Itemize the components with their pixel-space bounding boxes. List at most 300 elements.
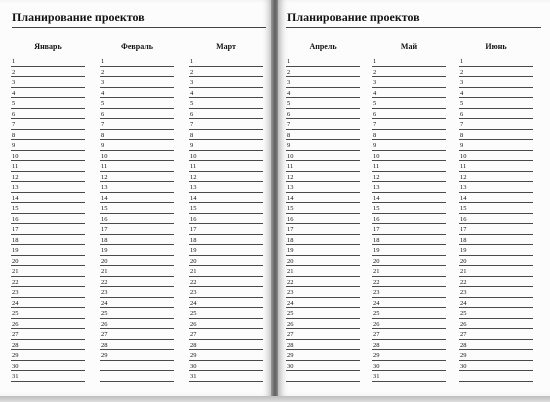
- day-line: [100, 130, 174, 141]
- day-number: 11: [373, 163, 380, 170]
- day-line: [459, 109, 533, 120]
- day-line: [11, 56, 85, 67]
- day-number: 28: [373, 341, 380, 349]
- day-number: 4: [373, 89, 377, 97]
- day-line: [459, 151, 533, 162]
- day-line: [189, 119, 263, 130]
- day-number: 19: [12, 247, 19, 254]
- day-number: 9: [460, 142, 464, 149]
- day-number: 7: [101, 121, 105, 128]
- day-number: 20: [287, 257, 294, 265]
- day-line: [459, 98, 533, 109]
- title-underline: [12, 27, 266, 28]
- day-number: 13: [101, 184, 108, 191]
- day-number: 6: [101, 110, 105, 118]
- day-line: [459, 319, 533, 330]
- day-line: [11, 350, 85, 361]
- day-line: [459, 277, 533, 288]
- day-number: 14: [460, 194, 467, 202]
- day-line: [372, 298, 446, 309]
- day-number: 3: [101, 79, 105, 86]
- day-line: [11, 130, 85, 141]
- day-line: [11, 67, 85, 78]
- day-line: [100, 98, 174, 109]
- month-name: Январь: [34, 42, 62, 51]
- day-number: 17: [12, 226, 19, 233]
- day-line: [11, 119, 85, 130]
- day-line: [459, 193, 533, 204]
- right-page: [278, 0, 550, 396]
- month-column-june: [459, 42, 533, 382]
- day-number: 11: [460, 163, 467, 170]
- day-line: [189, 151, 263, 162]
- day-number: 25: [190, 310, 197, 317]
- day-number: 28: [190, 341, 197, 349]
- month-column-january: [11, 42, 85, 382]
- day-line: [11, 203, 85, 214]
- day-number: 23: [460, 289, 467, 296]
- day-number: 8: [373, 131, 377, 139]
- day-number: 17: [287, 226, 294, 233]
- day-number: 27: [373, 331, 380, 338]
- day-line: [189, 140, 263, 151]
- day-number: 17: [460, 226, 467, 233]
- day-rows: [459, 56, 533, 382]
- day-line: [372, 67, 446, 78]
- day-number: 24: [12, 299, 19, 307]
- day-number: 24: [460, 299, 467, 307]
- day-line: [11, 172, 85, 183]
- day-number: 30: [460, 362, 467, 370]
- day-line: [372, 98, 446, 109]
- month-name: Май: [400, 42, 418, 51]
- day-number: 27: [12, 331, 19, 338]
- day-number: 9: [287, 142, 291, 149]
- day-number: 27: [190, 331, 197, 338]
- day-number: 14: [373, 194, 380, 202]
- day-number: 18: [12, 236, 19, 244]
- day-line: [100, 287, 174, 298]
- day-number: 17: [190, 226, 197, 233]
- day-number: 16: [12, 215, 19, 223]
- day-line: [11, 308, 85, 319]
- day-line: [100, 88, 174, 99]
- day-number: 29: [12, 352, 19, 359]
- day-rows: [11, 56, 85, 382]
- day-number: 21: [12, 268, 19, 275]
- day-line: [372, 245, 446, 256]
- day-number: 24: [101, 299, 108, 307]
- day-line: [100, 256, 174, 267]
- day-line: [286, 161, 360, 172]
- day-number: 2: [12, 68, 16, 76]
- day-number: 11: [287, 163, 294, 170]
- day-line: [286, 172, 360, 183]
- day-number: 16: [287, 215, 294, 223]
- left-page: [0, 0, 272, 396]
- day-rows: [100, 56, 174, 382]
- day-number: 19: [287, 247, 294, 254]
- day-number: 3: [373, 79, 377, 86]
- day-line: [372, 256, 446, 267]
- day-number: 10: [460, 152, 467, 160]
- day-line: [286, 287, 360, 298]
- day-number: 5: [373, 100, 377, 107]
- day-line: [189, 277, 263, 288]
- day-line: [189, 203, 263, 214]
- day-number: 22: [460, 278, 467, 286]
- day-line: [100, 340, 174, 351]
- day-line: [11, 256, 85, 267]
- day-line: [189, 308, 263, 319]
- day-line: [100, 319, 174, 330]
- day-line: [459, 140, 533, 151]
- day-line: [372, 340, 446, 351]
- day-number: 13: [460, 184, 467, 191]
- day-line: [100, 193, 174, 204]
- day-line: [100, 161, 174, 172]
- day-line: [11, 182, 85, 193]
- day-number: 2: [373, 68, 377, 76]
- day-number: 13: [373, 184, 380, 191]
- day-line: [286, 266, 360, 277]
- day-line: [459, 287, 533, 298]
- day-number: 2: [287, 68, 291, 76]
- day-line: [189, 172, 263, 183]
- day-number: 26: [373, 320, 380, 328]
- day-number: 30: [190, 362, 197, 370]
- day-number: 5: [101, 100, 105, 107]
- day-line: [189, 88, 263, 99]
- day-line: [189, 224, 263, 235]
- day-number: 6: [190, 110, 194, 118]
- day-number: 12: [373, 173, 380, 181]
- day-number: 3: [287, 79, 291, 86]
- day-number: 25: [101, 310, 108, 317]
- day-line: [286, 130, 360, 141]
- page-title: Планирование проектов: [287, 10, 420, 24]
- day-number: 10: [287, 152, 294, 160]
- day-number: 1: [373, 58, 377, 65]
- day-number: 26: [101, 320, 108, 328]
- day-number: 18: [287, 236, 294, 244]
- day-number: 18: [190, 236, 197, 244]
- day-line: [189, 245, 263, 256]
- day-line: [189, 161, 263, 172]
- day-line: [286, 319, 360, 330]
- day-line: [372, 329, 446, 340]
- day-line: [459, 77, 533, 88]
- day-line: [100, 140, 174, 151]
- day-line: [100, 266, 174, 277]
- day-number: 21: [373, 268, 380, 275]
- day-number: 19: [460, 247, 467, 254]
- day-line: [372, 287, 446, 298]
- day-line: [189, 329, 263, 340]
- day-line: [100, 77, 174, 88]
- day-number: 29: [373, 352, 380, 359]
- day-number: 11: [101, 163, 108, 170]
- day-line: [100, 182, 174, 193]
- day-line: [286, 140, 360, 151]
- day-line: [11, 214, 85, 225]
- day-number: 27: [101, 331, 108, 338]
- day-line: [372, 109, 446, 120]
- day-line: [100, 350, 174, 361]
- day-number: 24: [287, 299, 294, 307]
- day-line: [372, 77, 446, 88]
- day-number: 14: [287, 194, 294, 202]
- day-line: [189, 182, 263, 193]
- day-line: [11, 88, 85, 99]
- day-line: [100, 67, 174, 78]
- day-line: [189, 235, 263, 246]
- day-line: [372, 182, 446, 193]
- month-name: Июнь: [485, 42, 507, 51]
- day-line: [459, 361, 533, 372]
- day-number: 29: [101, 352, 108, 359]
- day-number: 29: [460, 352, 467, 359]
- day-line: [189, 67, 263, 78]
- day-number: 27: [287, 331, 294, 338]
- day-line: [286, 256, 360, 267]
- day-rows: [372, 56, 446, 382]
- day-line: [11, 193, 85, 204]
- day-line: [11, 224, 85, 235]
- day-line: [459, 56, 533, 67]
- day-number: 23: [12, 289, 19, 296]
- day-number: 19: [373, 247, 380, 254]
- day-line: [459, 224, 533, 235]
- day-number: 5: [287, 100, 291, 107]
- day-line: [459, 340, 533, 351]
- day-number: 20: [101, 257, 108, 265]
- day-line: [286, 298, 360, 309]
- day-line: [372, 193, 446, 204]
- day-line: [100, 203, 174, 214]
- day-line: [100, 235, 174, 246]
- day-number: 6: [373, 110, 377, 118]
- day-number: 23: [287, 289, 294, 296]
- day-line: [459, 203, 533, 214]
- day-number: 28: [101, 341, 108, 349]
- day-line: [11, 245, 85, 256]
- day-line: [372, 161, 446, 172]
- blank-line: [100, 371, 174, 382]
- day-line: [459, 182, 533, 193]
- day-number: 21: [101, 268, 108, 275]
- day-number: 10: [101, 152, 108, 160]
- day-number: 16: [460, 215, 467, 223]
- day-number: 28: [460, 341, 467, 349]
- day-line: [372, 371, 446, 382]
- day-line: [459, 256, 533, 267]
- blank-line: [286, 371, 360, 382]
- day-number: 4: [12, 89, 16, 97]
- day-line: [189, 350, 263, 361]
- day-line: [372, 277, 446, 288]
- day-line: [286, 235, 360, 246]
- day-number: 22: [101, 278, 108, 286]
- day-number: 14: [190, 194, 197, 202]
- day-line: [11, 140, 85, 151]
- day-line: [372, 130, 446, 141]
- day-number: 8: [287, 131, 291, 139]
- day-line: [100, 298, 174, 309]
- day-number: 24: [373, 299, 380, 307]
- day-number: 3: [12, 79, 16, 86]
- day-number: 26: [12, 320, 19, 328]
- day-line: [372, 88, 446, 99]
- day-number: 27: [460, 331, 467, 338]
- day-line: [100, 214, 174, 225]
- day-line: [286, 109, 360, 120]
- day-number: 15: [460, 205, 467, 212]
- day-number: 12: [460, 173, 467, 181]
- day-number: 28: [287, 341, 294, 349]
- day-number: 25: [460, 310, 467, 317]
- day-line: [11, 277, 85, 288]
- day-number: 25: [12, 310, 19, 317]
- title-underline: [286, 27, 541, 28]
- day-number: 7: [460, 121, 464, 128]
- day-number: 18: [101, 236, 108, 244]
- day-number: 20: [460, 257, 467, 265]
- day-line: [286, 119, 360, 130]
- day-number: 7: [12, 121, 16, 128]
- day-number: 15: [12, 205, 19, 212]
- day-rows: [286, 56, 360, 382]
- day-line: [459, 88, 533, 99]
- day-number: 5: [190, 100, 194, 107]
- day-number: 2: [190, 68, 194, 76]
- day-line: [372, 350, 446, 361]
- day-number: 12: [287, 173, 294, 181]
- day-number: 8: [460, 131, 464, 139]
- day-number: 8: [101, 131, 105, 139]
- day-number: 5: [460, 100, 464, 107]
- day-line: [11, 235, 85, 246]
- day-number: 13: [287, 184, 294, 191]
- day-line: [189, 340, 263, 351]
- day-number: 19: [101, 247, 108, 254]
- day-number: 16: [190, 215, 197, 223]
- day-line: [459, 350, 533, 361]
- day-line: [372, 235, 446, 246]
- day-number: 9: [12, 142, 16, 149]
- page-bottom-edge: [0, 396, 550, 402]
- day-line: [459, 130, 533, 141]
- day-line: [286, 245, 360, 256]
- day-line: [459, 266, 533, 277]
- day-line: [189, 361, 263, 372]
- day-line: [189, 193, 263, 204]
- day-line: [189, 371, 263, 382]
- day-number: 22: [287, 278, 294, 286]
- day-number: 1: [287, 58, 291, 65]
- day-line: [286, 203, 360, 214]
- day-line: [372, 151, 446, 162]
- day-line: [286, 56, 360, 67]
- day-number: 25: [373, 310, 380, 317]
- day-number: 18: [460, 236, 467, 244]
- month-column-february: [100, 42, 174, 382]
- day-line: [189, 77, 263, 88]
- day-line: [372, 224, 446, 235]
- day-line: [372, 56, 446, 67]
- day-number: 18: [373, 236, 380, 244]
- day-number: 25: [287, 310, 294, 317]
- day-line: [11, 361, 85, 372]
- day-line: [100, 308, 174, 319]
- day-number: 16: [373, 215, 380, 223]
- day-number: 10: [190, 152, 197, 160]
- day-number: 31: [190, 373, 197, 380]
- day-number: 14: [12, 194, 19, 202]
- day-line: [189, 287, 263, 298]
- day-number: 30: [373, 362, 380, 370]
- day-number: 1: [101, 58, 105, 65]
- day-line: [372, 361, 446, 372]
- month-column-may: [372, 42, 446, 382]
- day-number: 6: [287, 110, 291, 118]
- day-line: [100, 245, 174, 256]
- day-line: [100, 56, 174, 67]
- day-line: [286, 67, 360, 78]
- day-number: 15: [101, 205, 108, 212]
- day-line: [372, 266, 446, 277]
- day-line: [372, 172, 446, 183]
- day-number: 2: [460, 68, 464, 76]
- day-line: [286, 151, 360, 162]
- day-line: [100, 224, 174, 235]
- day-number: 21: [460, 268, 467, 275]
- day-number: 29: [287, 352, 294, 359]
- day-line: [11, 319, 85, 330]
- day-line: [286, 77, 360, 88]
- day-number: 13: [190, 184, 197, 191]
- day-line: [100, 109, 174, 120]
- day-line: [286, 308, 360, 319]
- day-line: [11, 266, 85, 277]
- day-number: 4: [460, 89, 464, 97]
- day-number: 28: [12, 341, 19, 349]
- day-number: 21: [190, 268, 197, 275]
- day-line: [372, 308, 446, 319]
- day-line: [189, 109, 263, 120]
- day-number: 22: [12, 278, 19, 286]
- day-number: 16: [101, 215, 108, 223]
- day-line: [11, 109, 85, 120]
- day-number: 3: [190, 79, 194, 86]
- day-number: 6: [460, 110, 464, 118]
- month-name: Март: [216, 42, 236, 51]
- blank-line: [100, 361, 174, 372]
- day-line: [286, 329, 360, 340]
- day-line: [459, 245, 533, 256]
- day-number: 3: [460, 79, 464, 86]
- day-line: [11, 340, 85, 351]
- day-number: 1: [190, 58, 194, 65]
- day-number: 1: [460, 58, 464, 65]
- day-line: [459, 172, 533, 183]
- month-column-april: [286, 42, 360, 382]
- day-line: [372, 119, 446, 130]
- month-name: Февраль: [121, 42, 153, 51]
- day-number: 22: [190, 278, 197, 286]
- day-line: [11, 298, 85, 309]
- day-line: [189, 130, 263, 141]
